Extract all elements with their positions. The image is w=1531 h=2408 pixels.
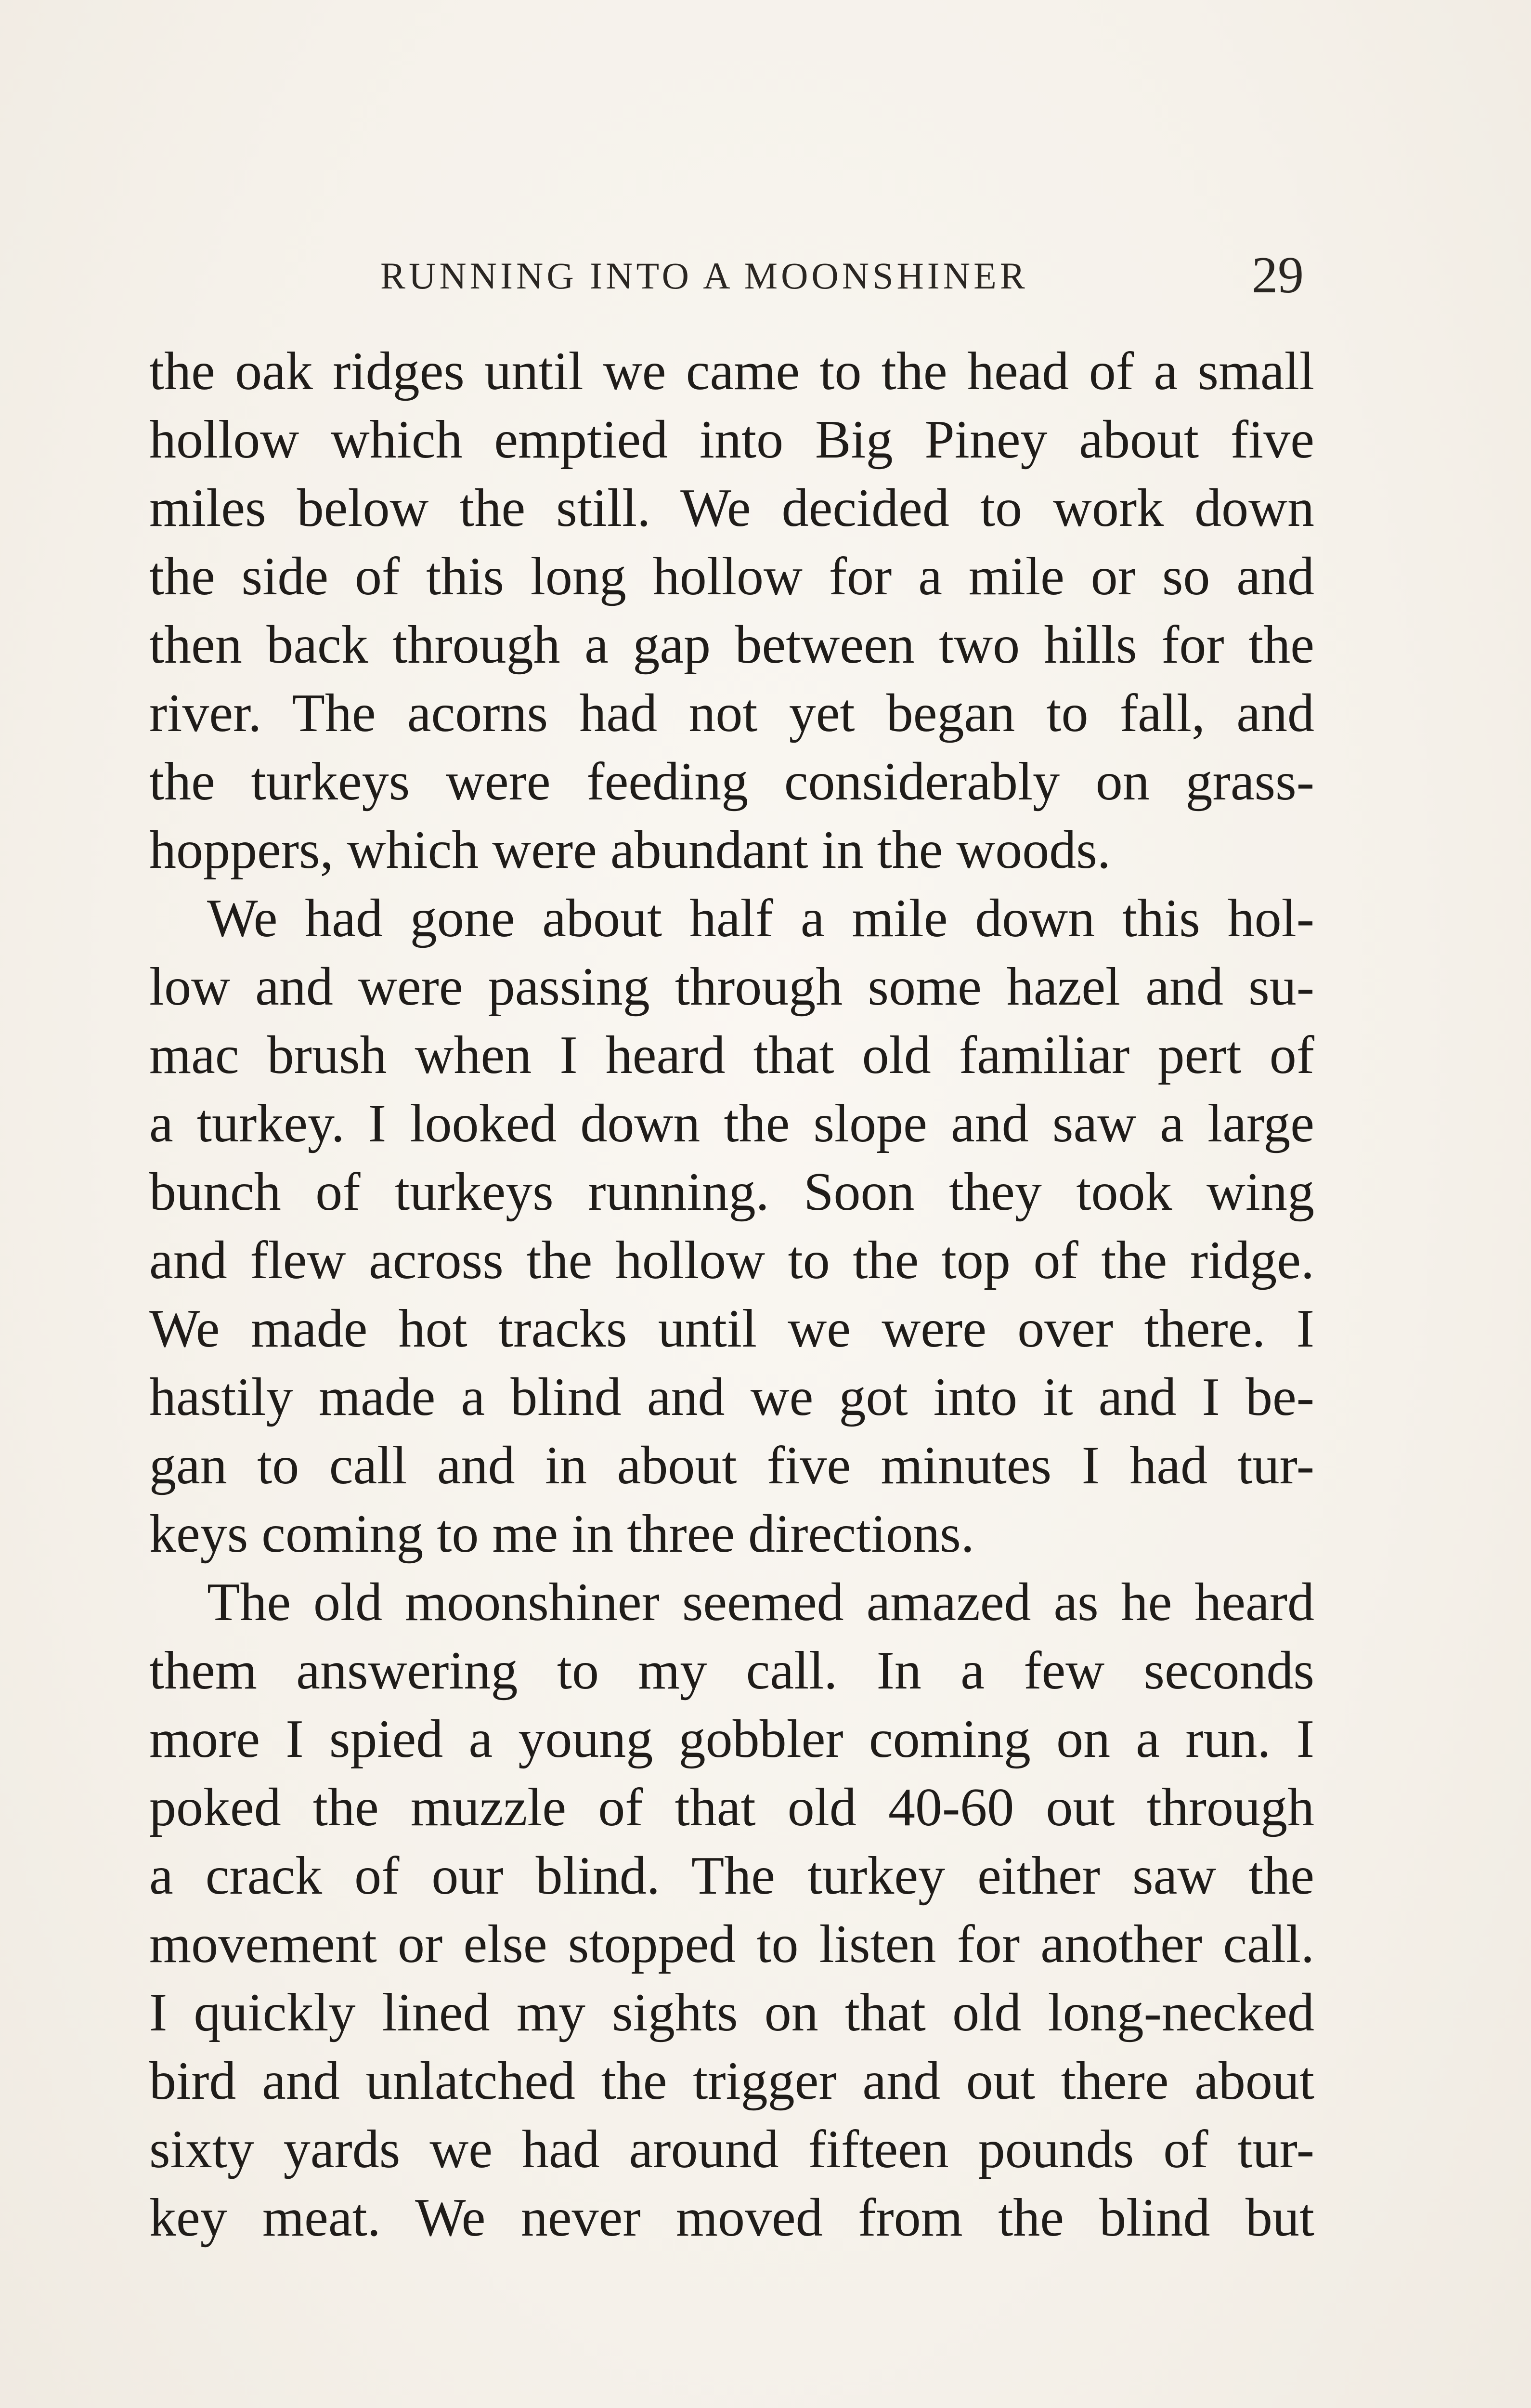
text-line: I quickly lined my sights on that old long-necked [149, 1983, 1314, 2042]
text-line: more I spied a young gobbler coming on a run. I [149, 1709, 1314, 1769]
text-line: low and were passing through some hazel and su- [149, 957, 1314, 1017]
paragraph [149, 1568, 1314, 2252]
text-line: them answering to my call. In a few seconds [149, 1641, 1314, 1701]
text-line: hoppers, which were abundant in the woods. [149, 820, 1111, 880]
text-line: river. The acorns had not yet began to fall, and [149, 683, 1314, 743]
text-line: a turkey. I looked down the slope and saw a large [149, 1094, 1314, 1153]
text-line: keys coming to me in three directions. [149, 1504, 974, 1564]
text-line: and flew across the hollow to the top of the ridge. [149, 1230, 1314, 1290]
text-line: The old moonshiner seemed amazed as he heard [207, 1572, 1314, 1632]
text-line: the turkeys were feeding considerably on grass- [149, 752, 1314, 811]
text-line: a crack of our blind. The turkey either saw the [149, 1846, 1314, 1906]
text-line: We made hot tracks until we were over there. I [149, 1299, 1314, 1359]
text-line: bunch of turkeys running. Soon they took wing [149, 1162, 1314, 1222]
text-line: bird and unlatched the trigger and out there about [149, 2051, 1314, 2111]
text-line: the oak ridges until we came to the head of a small [149, 341, 1314, 401]
text-line: gan to call and in about five minutes I had tur- [149, 1436, 1314, 1495]
text-line: miles below the still. We decided to work down [149, 478, 1314, 538]
text-line: mac brush when I heard that old familiar pert of [149, 1025, 1314, 1085]
text-line: key meat. We never moved from the blind but [149, 2188, 1314, 2248]
running-head: RUNNING INTO A MOONSHINER [380, 255, 1028, 297]
page-number: 29 [1252, 247, 1304, 304]
text-line: hollow which emptied into Big Piney about five [149, 410, 1314, 470]
text-line: then back through a gap between two hills for the [149, 615, 1314, 675]
text-line: the side of this long hollow for a mile or so and [149, 547, 1314, 606]
text-line: We had gone about half a mile down this hol- [207, 889, 1314, 948]
text-line: movement or else stopped to listen for another call. [149, 1914, 1314, 1974]
text-line: poked the muzzle of that old 40-60 out through [149, 1778, 1314, 1837]
paragraph [149, 337, 1314, 884]
text-line: sixty yards we had around fifteen pounds of tur- [149, 2120, 1314, 2179]
paragraph [149, 884, 1314, 1568]
text-line: hastily made a blind and we got into it and I be- [149, 1367, 1314, 1427]
body-text [149, 337, 1314, 2252]
